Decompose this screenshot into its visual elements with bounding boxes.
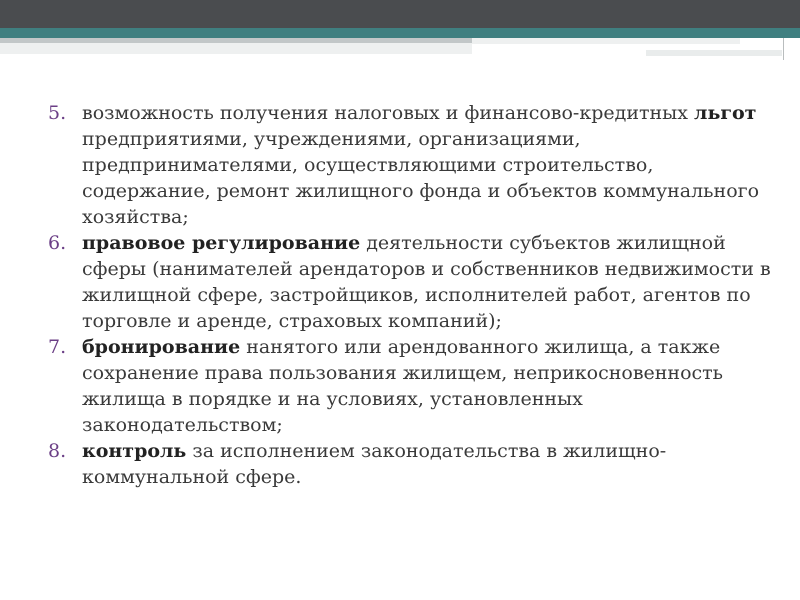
header-accent-strip-small	[646, 50, 782, 56]
item-keyword: правовое регулирование	[82, 232, 361, 254]
item-text-before: возможность получения налоговых и финансово-кредитных	[82, 102, 695, 124]
top-teal-bar	[0, 28, 800, 38]
list-number: 5.	[48, 102, 67, 124]
list-item-text	[82, 438, 778, 490]
list-item	[48, 334, 778, 438]
list-number: 8.	[48, 440, 67, 462]
item-keyword: бронирование	[82, 336, 241, 358]
list-number: 7.	[48, 336, 67, 358]
top-dark-bar	[0, 0, 800, 28]
list-item-text	[82, 100, 778, 230]
item-rest: нанятого или арендованного жилища, а также сохранение права пользования жилищем, неприкосновенность жилища в порядке и на условиях, установленных законодательством;	[82, 336, 724, 436]
list-item-text	[82, 334, 778, 438]
list-item-text	[82, 230, 778, 334]
list-number: 6.	[48, 232, 67, 254]
top-light-strip	[0, 43, 472, 54]
item-keyword: льгот	[694, 102, 757, 124]
list-item	[48, 100, 778, 230]
item-rest: за исполнением законодательства в жилищно-коммунальной сфере.	[82, 440, 667, 488]
header-divider-line	[783, 38, 784, 60]
header-accent-strip	[472, 38, 740, 44]
numbered-list	[48, 100, 778, 490]
list-item	[48, 438, 778, 490]
list-item	[48, 230, 778, 334]
item-rest: деятельности субъектов жилищной сферы (нанимателей арендаторов и собственников недвижимости в жилищной сфере, застройщиков, исполнителей работ, агентов по торговле и аренде, страховых компаний);	[82, 232, 771, 332]
item-text-after: предприятиями, учреждениями, организациями, предпринимателями, осуществляющими строительство, содержание, ремонт жилищного фонда и объектов коммунального хозяйства;	[82, 128, 760, 228]
item-keyword: контроль	[82, 440, 187, 462]
